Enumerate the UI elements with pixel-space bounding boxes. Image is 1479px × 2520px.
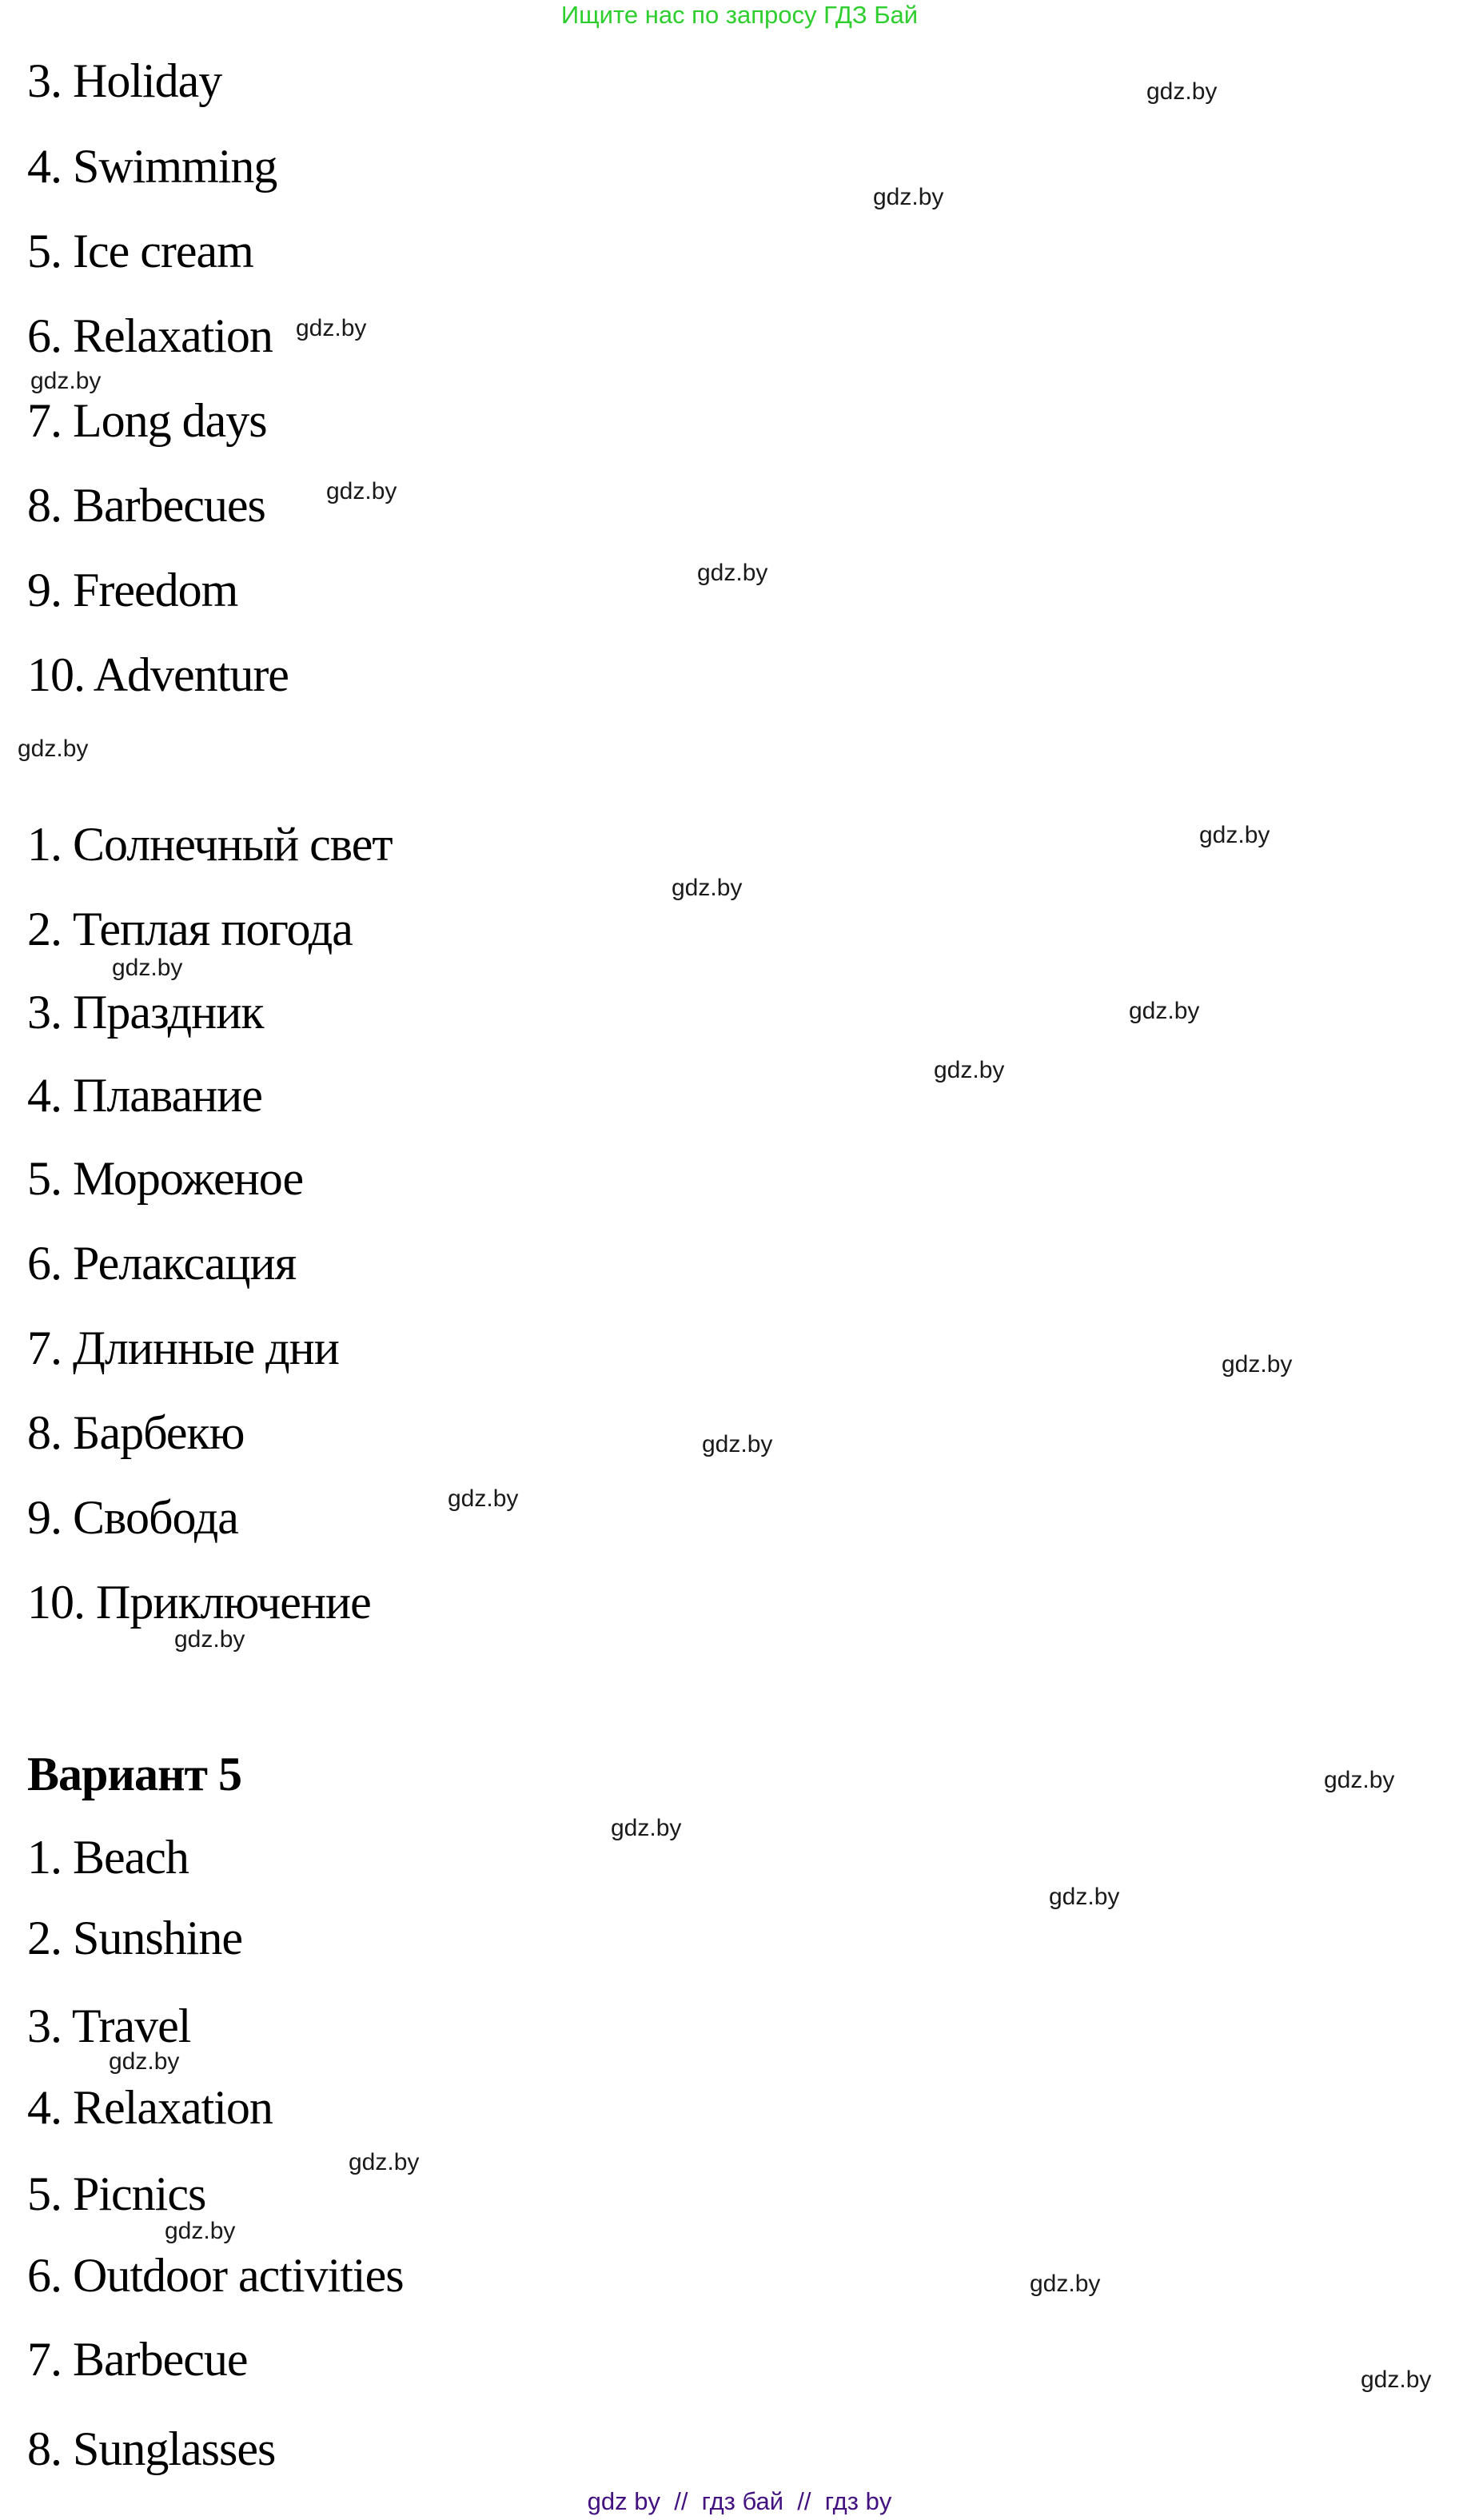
list-item: 6. Relaxation xyxy=(27,309,273,362)
list-item: 8. Barbecues xyxy=(27,479,265,532)
gdz-watermark: gdz.by xyxy=(165,2218,236,2244)
list-item: 1. Солнечный свет xyxy=(27,818,393,871)
list-item: 3. Holiday xyxy=(27,54,222,107)
list-item: 2. Теплая погода xyxy=(27,903,353,955)
gdz-watermark: gdz.by xyxy=(1129,998,1200,1024)
list-item: 5. Мороженое xyxy=(27,1152,304,1205)
gdz-watermark: gdz.by xyxy=(873,184,944,210)
list-item: 2. Sunshine xyxy=(27,1912,243,1964)
list-item: 6. Релаксация xyxy=(27,1237,297,1290)
gdz-watermark: gdz.by xyxy=(349,2149,420,2175)
gdz-watermark: gdz.by xyxy=(326,478,397,504)
gdz-watermark: gdz.by xyxy=(1324,1767,1395,1793)
gdz-watermark: gdz.by xyxy=(112,955,183,981)
footer-search-hint: gdz by // гдз бай // гдз by xyxy=(587,2487,892,2515)
variant-heading: Вариант 5 xyxy=(27,1748,242,1800)
gdz-watermark: gdz.by xyxy=(1222,1351,1293,1378)
gdz-watermark: gdz.by xyxy=(934,1057,1005,1083)
list-item: 5. Ice cream xyxy=(27,225,253,277)
list-item: 5. Picnics xyxy=(27,2167,206,2220)
list-item: 4. Плавание xyxy=(27,1069,262,1122)
promo-header-text: Ищите нас по запросу ГДЗ Бай xyxy=(560,1,919,29)
list-item: 1. Beach xyxy=(27,1831,189,1884)
list-item: 8. Sunglasses xyxy=(27,2422,276,2475)
list-item: 7. Длинные дни xyxy=(27,1322,339,1374)
list-item: 8. Барбекю xyxy=(27,1406,245,1459)
gdz-watermark: gdz.by xyxy=(1030,2271,1101,2297)
list-item: 9. Freedom xyxy=(27,564,238,616)
list-item: 4. Swimming xyxy=(27,140,277,193)
gdz-watermark: gdz.by xyxy=(611,1815,682,1841)
gdz-watermark: gdz.by xyxy=(448,1485,519,1512)
list-item: 3. Праздник xyxy=(27,986,264,1039)
gdz-watermark: gdz.by xyxy=(296,315,367,341)
list-item: 7. Long days xyxy=(27,394,267,447)
gdz-watermark: gdz.by xyxy=(174,1626,245,1653)
gdz-watermark: gdz.by xyxy=(1049,1884,1120,1910)
list-item: 3. Travel xyxy=(27,2000,191,2052)
list-item: 4. Relaxation xyxy=(27,2081,273,2134)
gdz-watermark: gdz.by xyxy=(672,875,743,901)
list-item: 10. Adventure xyxy=(27,648,289,701)
gdz-watermark: gdz.by xyxy=(30,368,102,394)
gdz-watermark: gdz.by xyxy=(1199,822,1270,848)
list-item: 9. Свобода xyxy=(27,1491,238,1544)
gdz-watermark: gdz.by xyxy=(697,560,768,586)
gdz-watermark: gdz.by xyxy=(1361,2366,1432,2393)
gdz-watermark: gdz.by xyxy=(702,1431,773,1457)
list-item: 10. Приключение xyxy=(27,1576,371,1629)
list-item: 7. Barbecue xyxy=(27,2333,248,2386)
gdz-watermark: gdz.by xyxy=(18,736,89,762)
gdz-watermark: gdz.by xyxy=(109,2048,180,2075)
gdz-watermark: gdz.by xyxy=(1146,78,1218,105)
list-item: 6. Outdoor activities xyxy=(27,2249,404,2302)
